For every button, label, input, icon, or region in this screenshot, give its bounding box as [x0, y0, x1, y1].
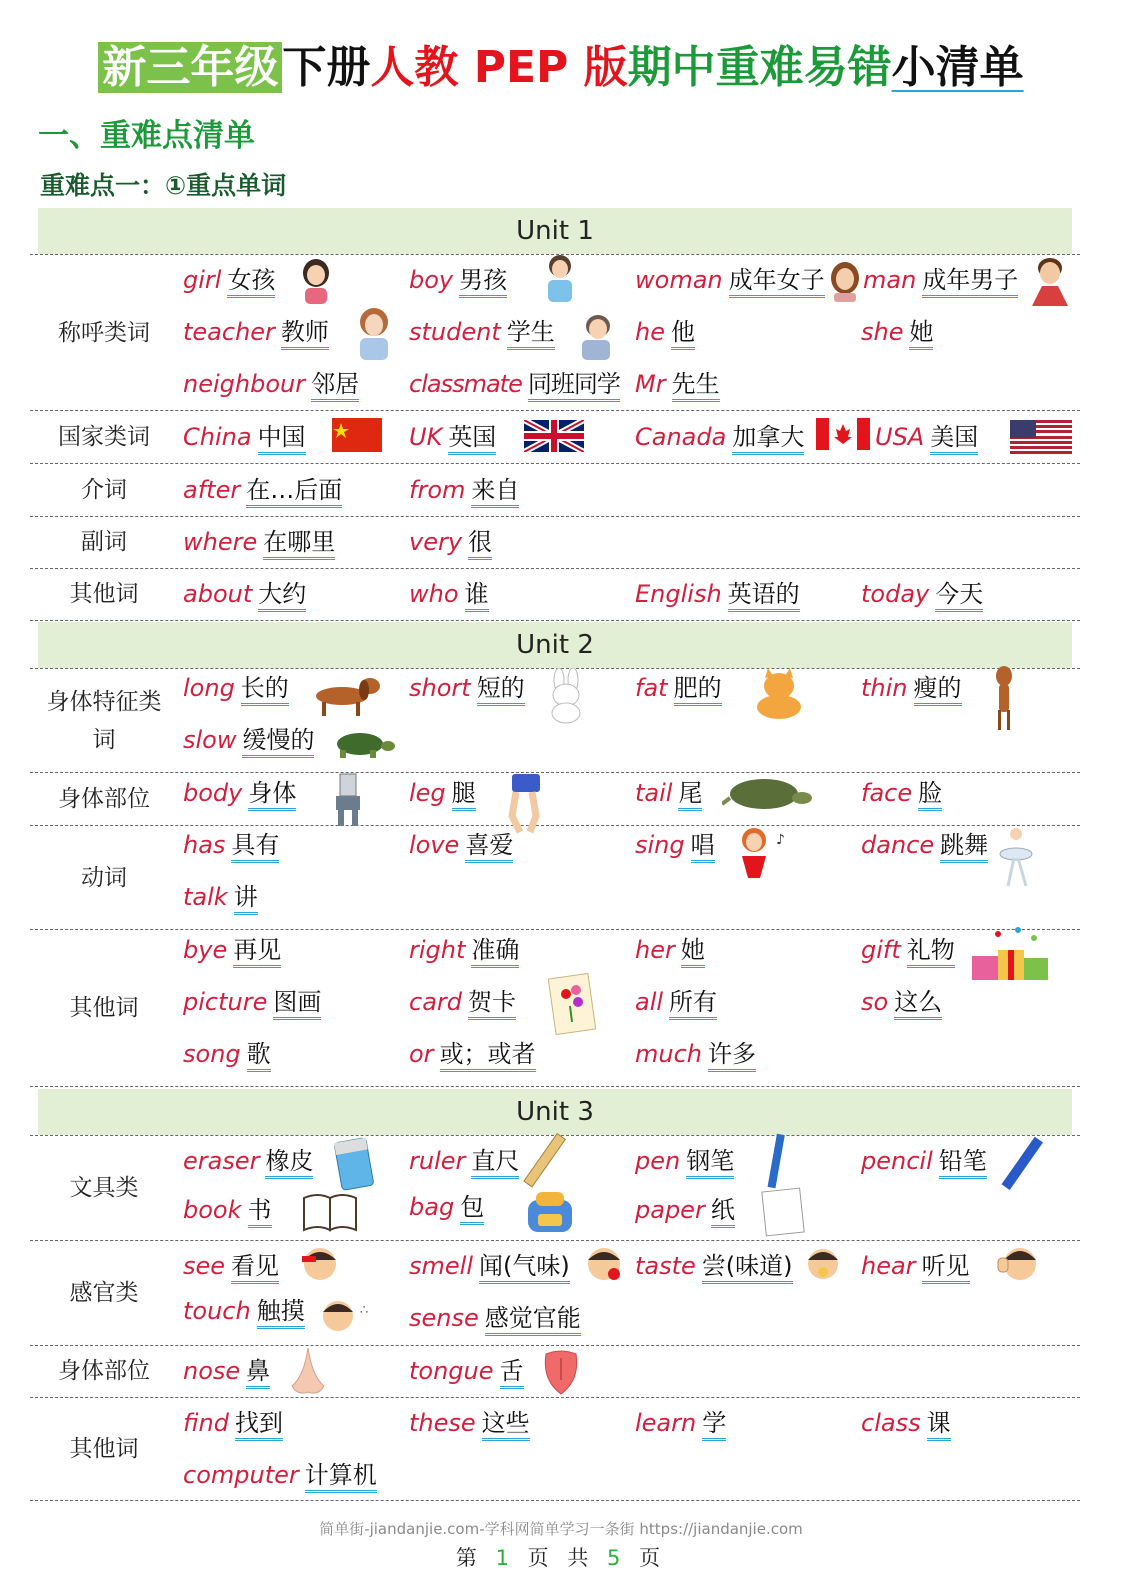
word-zh: 讲 — [234, 883, 258, 915]
word-entry — [863, 264, 1018, 296]
word-entry — [409, 526, 492, 558]
book-illustration — [302, 1190, 358, 1232]
teacher-illustration — [354, 306, 394, 360]
word-en: bag — [409, 1193, 455, 1221]
word-en: about — [183, 580, 253, 608]
tail-turtle-illustration — [722, 774, 816, 814]
word-zh: 同班同学 — [528, 370, 620, 402]
uk-flag-icon — [524, 420, 584, 452]
word-zh: 尾 — [678, 779, 702, 811]
word-entry — [861, 986, 942, 1018]
word-en: student — [409, 318, 501, 346]
word-en: book — [183, 1196, 242, 1224]
category-label: 动词 — [81, 865, 127, 891]
turtle-illustration — [330, 728, 396, 760]
category-label: 其他词 — [69, 995, 139, 1021]
thin-dog-illustration — [986, 664, 1022, 732]
word-en: Mr — [635, 370, 666, 398]
word-zh: 在…后面 — [246, 476, 342, 508]
word-entry — [409, 1250, 570, 1282]
word-zh: 学 — [702, 1409, 726, 1441]
word-entry — [183, 777, 296, 809]
word-entry — [183, 1407, 283, 1439]
word-en: after — [183, 476, 241, 504]
category-label: 身体特征类词 — [46, 689, 162, 753]
word-en: sense — [409, 1304, 479, 1332]
word-en: love — [409, 831, 460, 859]
smell-boy-icon — [584, 1244, 624, 1284]
word-en: neighbour — [183, 370, 306, 398]
word-entry — [183, 934, 281, 966]
word-entry — [183, 1194, 272, 1226]
word-zh: 邻居 — [311, 370, 359, 402]
word-entry — [409, 672, 525, 704]
word-en: these — [409, 1409, 476, 1437]
word-entry — [183, 1355, 270, 1387]
word-en: hear — [861, 1252, 916, 1280]
word-zh: 图画 — [273, 988, 321, 1020]
word-entry — [635, 1250, 793, 1282]
word-en: find — [183, 1409, 229, 1437]
row-divider — [30, 410, 1080, 411]
word-entry — [635, 316, 695, 348]
word-en: thin — [861, 674, 908, 702]
word-en: woman — [635, 266, 723, 294]
word-en: pencil — [861, 1147, 933, 1175]
svg-text:♪: ♪ — [776, 832, 785, 848]
category-label: 文具类 — [69, 1175, 139, 1201]
word-zh: 短的 — [477, 674, 525, 706]
word-entry — [409, 1407, 530, 1439]
word-zh: 舌 — [500, 1357, 524, 1389]
word-en: face — [861, 779, 913, 807]
svg-text:∴: ∴ — [360, 1303, 369, 1318]
row-divider — [30, 825, 1080, 826]
word-zh: 身体 — [248, 779, 296, 811]
word-zh: 听见 — [922, 1252, 970, 1284]
word-en: eraser — [183, 1147, 260, 1175]
word-entry — [635, 368, 720, 400]
word-zh: 贺卡 — [468, 988, 516, 1020]
word-zh: 或；或者 — [440, 1040, 536, 1072]
word-entry — [409, 1038, 536, 1070]
row-divider — [30, 1397, 1080, 1398]
word-entry — [861, 1407, 951, 1439]
title-topic: 期中重难易错 — [627, 42, 892, 93]
word-zh: 她 — [681, 936, 705, 968]
category-label: 其他词 — [69, 1436, 139, 1462]
word-zh: 脸 — [918, 779, 942, 811]
word-entry — [183, 1295, 305, 1327]
word-en: bye — [183, 936, 228, 964]
page-number: 第 1 页 共 5 页 — [455, 1546, 667, 1570]
taste-boy-icon — [806, 1244, 840, 1284]
word-zh: 学生 — [507, 318, 555, 350]
word-en: song — [183, 1040, 241, 1068]
word-en: slow — [183, 726, 237, 754]
word-entry — [635, 264, 825, 296]
word-en: body — [183, 779, 243, 807]
word-entry — [183, 368, 359, 400]
word-zh: 肥的 — [674, 674, 722, 706]
word-zh: 纸 — [711, 1196, 735, 1228]
word-entry — [409, 1302, 581, 1334]
word-entry — [409, 578, 489, 610]
word-en: pen — [635, 1147, 681, 1175]
word-zh: 成年女子 — [729, 266, 825, 298]
word-en: who — [409, 580, 459, 608]
unit-1-bar: Unit 1 — [38, 208, 1072, 254]
word-entry — [183, 829, 279, 861]
category-label: 身体部位 — [58, 786, 150, 812]
word-entry — [635, 1194, 735, 1226]
dancer-illustration — [996, 826, 1036, 888]
word-en: class — [861, 1409, 921, 1437]
word-zh: 她 — [909, 318, 933, 350]
word-zh: 英国 — [448, 423, 496, 455]
word-entry — [183, 421, 306, 453]
word-entry — [861, 672, 962, 704]
woman-illustration — [826, 260, 864, 302]
man-illustration — [1028, 254, 1072, 306]
category-label: 称呼类词 — [58, 320, 150, 346]
word-en: man — [863, 266, 917, 294]
word-zh: 直尺 — [471, 1147, 519, 1179]
word-entry — [183, 724, 314, 756]
china-flag-icon — [332, 418, 382, 452]
word-en: boy — [409, 266, 454, 294]
cat-illustration — [752, 668, 806, 720]
dog-illustration — [306, 672, 384, 718]
word-entry — [409, 316, 555, 348]
word-entry — [635, 421, 804, 453]
word-zh: 缓慢的 — [242, 726, 314, 758]
word-zh: 这些 — [482, 1409, 530, 1441]
word-entry — [409, 777, 476, 809]
word-entry — [183, 881, 258, 913]
row-divider — [30, 620, 1080, 621]
word-zh: 跳舞 — [940, 831, 988, 863]
row-divider — [30, 929, 1080, 930]
category-label: 感官类 — [69, 1280, 139, 1306]
see-boy-icon — [296, 1244, 342, 1284]
word-entry — [409, 934, 519, 966]
usa-flag-icon — [1010, 420, 1072, 454]
word-en: Canada — [635, 423, 727, 451]
row-divider — [30, 516, 1080, 517]
tongue-illustration — [540, 1350, 582, 1396]
word-en: computer — [183, 1461, 299, 1489]
unit-2-bar: Unit 2 — [38, 622, 1072, 668]
word-entry — [635, 986, 717, 1018]
word-entry — [183, 474, 342, 506]
word-en: so — [861, 988, 889, 1016]
word-zh: 所有 — [669, 988, 717, 1020]
word-entry — [409, 1191, 484, 1223]
word-entry — [409, 368, 620, 400]
row-divider — [30, 463, 1080, 464]
ruler-illustration — [522, 1132, 570, 1188]
word-entry — [183, 986, 321, 1018]
word-en: talk — [183, 883, 228, 911]
word-zh: 铅笔 — [939, 1147, 987, 1179]
canada-flag-icon — [816, 418, 870, 450]
word-entry — [183, 1038, 271, 1070]
word-zh: 谁 — [465, 580, 489, 612]
word-zh: 教师 — [281, 318, 329, 350]
word-en: card — [409, 988, 463, 1016]
word-zh: 许多 — [708, 1040, 756, 1072]
word-zh: 英语的 — [728, 580, 800, 612]
word-entry — [183, 1459, 377, 1491]
row-divider — [30, 772, 1080, 773]
word-entry — [635, 578, 800, 610]
word-entry — [183, 578, 306, 610]
word-entry — [861, 1250, 970, 1282]
word-entry — [183, 672, 289, 704]
word-zh: 在哪里 — [263, 528, 335, 560]
word-entry — [409, 264, 507, 296]
word-zh: 长的 — [241, 674, 289, 706]
word-entry — [635, 1145, 734, 1177]
word-zh: 这么 — [894, 988, 942, 1020]
word-entry — [183, 264, 275, 296]
word-en: nose — [183, 1357, 241, 1385]
footer-source: 简单街-jiandanjie.com-学科网简单学习一条街 https://jiandanjie.com — [319, 1520, 803, 1538]
word-en: ruler — [409, 1147, 466, 1175]
word-zh: 包 — [460, 1193, 484, 1225]
word-zh: 加拿大 — [732, 423, 804, 455]
word-en: leg — [409, 779, 446, 807]
word-zh: 感觉官能 — [485, 1304, 581, 1336]
word-zh: 看见 — [231, 1252, 279, 1284]
word-zh: 唱 — [691, 831, 715, 863]
word-entry — [409, 1355, 524, 1387]
word-entry — [183, 526, 335, 558]
title-grade: 新三年级 — [98, 42, 282, 93]
word-en: touch — [183, 1297, 251, 1325]
word-en: picture — [183, 988, 268, 1016]
word-entry — [635, 1038, 756, 1070]
word-entry — [635, 672, 722, 704]
word-zh: 美国 — [930, 423, 978, 455]
unit-3-bar: Unit 3 — [38, 1089, 1072, 1135]
word-entry — [409, 421, 496, 453]
boy-illustration — [540, 252, 580, 304]
word-zh: 触摸 — [257, 1297, 305, 1329]
word-zh: 尝(味道) — [702, 1252, 793, 1284]
word-en: USA — [875, 423, 925, 451]
word-zh: 他 — [671, 318, 695, 350]
word-zh: 来自 — [471, 476, 519, 508]
word-en: teacher — [183, 318, 275, 346]
category-label: 国家类词 — [58, 424, 150, 450]
word-en: she — [861, 318, 904, 346]
word-zh: 课 — [927, 1409, 951, 1441]
word-en: see — [183, 1252, 226, 1280]
word-zh: 大约 — [258, 580, 306, 612]
word-en: her — [635, 936, 675, 964]
word-en: China — [183, 423, 252, 451]
word-en: all — [635, 988, 664, 1016]
rabbit-illustration — [544, 668, 588, 724]
subsection-heading: 重难点一：①重点单词 — [40, 171, 287, 200]
word-entry — [861, 934, 955, 966]
word-zh: 很 — [468, 528, 492, 560]
word-en: learn — [635, 1409, 697, 1437]
word-en: long — [183, 674, 235, 702]
word-zh: 鼻 — [246, 1357, 270, 1389]
word-zh: 喜爱 — [465, 831, 513, 863]
word-en: classmate — [409, 370, 522, 398]
word-zh: 礼物 — [907, 936, 955, 968]
word-entry — [635, 1407, 726, 1439]
word-entry — [183, 1250, 279, 1282]
word-entry — [861, 578, 983, 610]
section-heading: 一、重难点清单 — [38, 118, 255, 154]
eraser-illustration — [332, 1132, 378, 1192]
nose-illustration — [288, 1346, 330, 1398]
word-zh: 成年男子 — [922, 266, 1018, 298]
card-illustration — [548, 972, 600, 1036]
word-zh: 橡皮 — [265, 1147, 313, 1179]
word-zh: 女孩 — [227, 266, 275, 298]
word-en: tongue — [409, 1357, 494, 1385]
word-en: fat — [635, 674, 668, 702]
title-list: 小清单 — [891, 42, 1024, 93]
word-zh: 计算机 — [305, 1461, 377, 1493]
word-en: short — [409, 674, 471, 702]
row-divider — [30, 1345, 1080, 1346]
word-entry — [861, 316, 933, 348]
word-en: he — [635, 318, 665, 346]
pen-paper-illustration — [758, 1132, 808, 1238]
word-en: where — [183, 528, 258, 556]
word-en: tail — [635, 779, 673, 807]
word-zh: 歌 — [247, 1040, 271, 1072]
singing-girl-illustration — [736, 826, 794, 886]
title-edition: 人教 PEP 版 — [370, 42, 628, 93]
word-entry — [409, 986, 516, 1018]
word-en: smell — [409, 1252, 473, 1280]
word-zh: 钢笔 — [686, 1147, 734, 1179]
word-en: from — [409, 476, 466, 504]
word-zh: 先生 — [672, 370, 720, 402]
word-en: right — [409, 936, 466, 964]
word-zh: 具有 — [231, 831, 279, 863]
word-en: paper — [635, 1196, 705, 1224]
word-entry — [875, 421, 978, 453]
word-en: has — [183, 831, 226, 859]
category-label: 身体部位 — [58, 1358, 150, 1384]
word-en: very — [409, 528, 463, 556]
word-en: dance — [861, 831, 935, 859]
word-zh: 再见 — [233, 936, 281, 968]
word-en: sing — [635, 831, 685, 859]
row-divider — [30, 1500, 1080, 1501]
word-en: taste — [635, 1252, 696, 1280]
word-zh: 准确 — [471, 936, 519, 968]
touch-boy-icon — [320, 1296, 378, 1334]
word-entry — [635, 934, 705, 966]
word-zh: 男孩 — [459, 266, 507, 298]
row-divider — [30, 1086, 1080, 1087]
word-zh: 中国 — [258, 423, 306, 455]
row-divider — [30, 1240, 1080, 1241]
word-en: or — [409, 1040, 434, 1068]
word-zh: 闻(气味) — [479, 1252, 570, 1284]
leg-illustration — [502, 772, 548, 834]
body-illustration — [326, 772, 370, 826]
word-en: much — [635, 1040, 702, 1068]
pencil-illustration — [998, 1134, 1046, 1192]
word-en: girl — [183, 266, 222, 294]
gift-illustration — [968, 924, 1052, 988]
word-zh: 书 — [248, 1196, 272, 1228]
word-entry — [635, 777, 702, 809]
category-label: 介词 — [81, 477, 127, 503]
word-entry — [635, 829, 715, 861]
page-title — [0, 38, 1122, 98]
word-en: English — [635, 580, 722, 608]
word-entry — [183, 1145, 313, 1177]
word-zh: 找到 — [235, 1409, 283, 1441]
word-en: today — [861, 580, 930, 608]
category-label: 副词 — [81, 529, 127, 555]
student-illustration — [572, 312, 616, 362]
word-en: UK — [409, 423, 443, 451]
word-entry — [409, 1145, 519, 1177]
word-entry — [409, 474, 519, 506]
title-volume: 下册 — [282, 42, 371, 93]
word-zh: 今天 — [935, 580, 983, 612]
word-en: gift — [861, 936, 901, 964]
word-entry — [183, 316, 329, 348]
row-divider — [30, 568, 1080, 569]
word-entry — [861, 1145, 987, 1177]
category-label: 其他词 — [69, 581, 139, 607]
word-zh: 瘦的 — [914, 674, 962, 706]
hear-boy-icon — [996, 1242, 1038, 1284]
word-entry — [409, 829, 513, 861]
word-entry — [861, 829, 988, 861]
word-zh: 腿 — [452, 779, 476, 811]
girl-illustration — [296, 256, 336, 304]
word-entry — [861, 777, 942, 809]
bag-illustration — [522, 1188, 578, 1236]
